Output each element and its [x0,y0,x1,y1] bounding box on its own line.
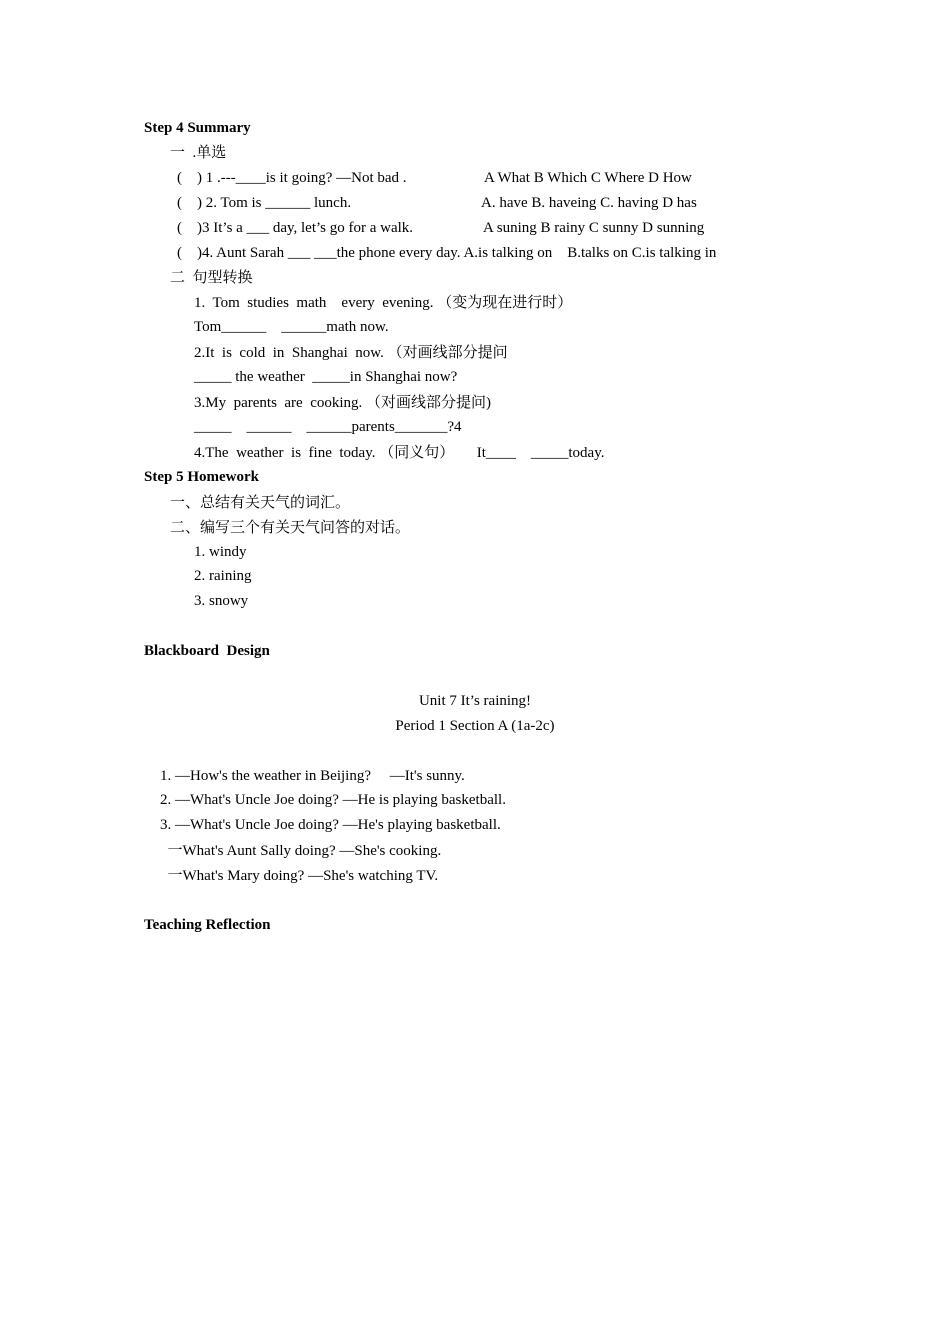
step4-heading: Step 4 Summary [144,120,251,136]
blackboard-line: 一What's Aunt Sally doing? —She's cooking. [160,843,442,859]
transform-1-blank: Tom______ ______math now. [194,319,389,335]
reflection-heading: Teaching Reflection [144,917,271,933]
question-3-options: A suning B rainy C sunny D sunning [483,220,705,236]
blackboard-title: Unit 7 It’s raining! [418,693,532,709]
transform-1: 1. Tom studies math every evening. （变为现在进行时） [194,295,573,311]
section2-title: 二 句型转换 [170,270,253,286]
blackboard-line: 一What's Mary doing? —She's watching TV. [160,868,439,884]
blackboard-subtitle: Period 1 Section A (1a-2c) [395,718,555,734]
blackboard-line: 3. —What's Uncle Joe doing? —He's playing basketball. [160,817,501,833]
question-1: ( ) 1 .---____is it going? —Not bad . [177,170,407,186]
homework-item-2: 二、编写三个有关天气问答的对话。 [170,520,411,536]
question-3: ( )3 It’s a ___ day, let’s go for a walk. [177,220,414,236]
question-2-options: A. have B. haveing C. having D has [481,195,697,211]
blackboard-heading: Blackboard Design [144,643,270,659]
transform-3-blank: _____ ______ ______parents_______?4 [194,419,462,435]
blackboard-line: 1. —How's the weather in Beijing? —It's sunny. [160,768,465,784]
transform-3: 3.My parents are cooking. （对画线部分提问) [194,395,492,411]
homework-item-1: 一、总结有关天气的词汇。 [170,495,351,511]
transform-2-blank: _____ the weather _____in Shanghai now? [194,369,458,385]
transform-4: 4.The weather is fine today. （同义句） It____ _____today. [194,445,605,461]
homework-list-item: 1. windy [194,544,247,560]
question-1-options: A What B Which C Where D How [484,170,692,186]
homework-list-item: 2. raining [194,568,252,584]
step5-heading: Step 5 Homework [144,469,259,485]
transform-2: 2.It is cold in Shanghai now. （对画线部分提问 [194,345,508,361]
question-2: ( ) 2. Tom is ______ lunch. [177,195,352,211]
homework-list-item: 3. snowy [194,593,249,609]
section1-title: 一 .单选 [170,145,227,161]
blackboard-line: 2. —What's Uncle Joe doing? —He is playing basketball. [160,792,506,808]
question-4: ( )4. Aunt Sarah ___ ___the phone every day. A.is talking on B.talks on C.is talking in [177,245,717,261]
